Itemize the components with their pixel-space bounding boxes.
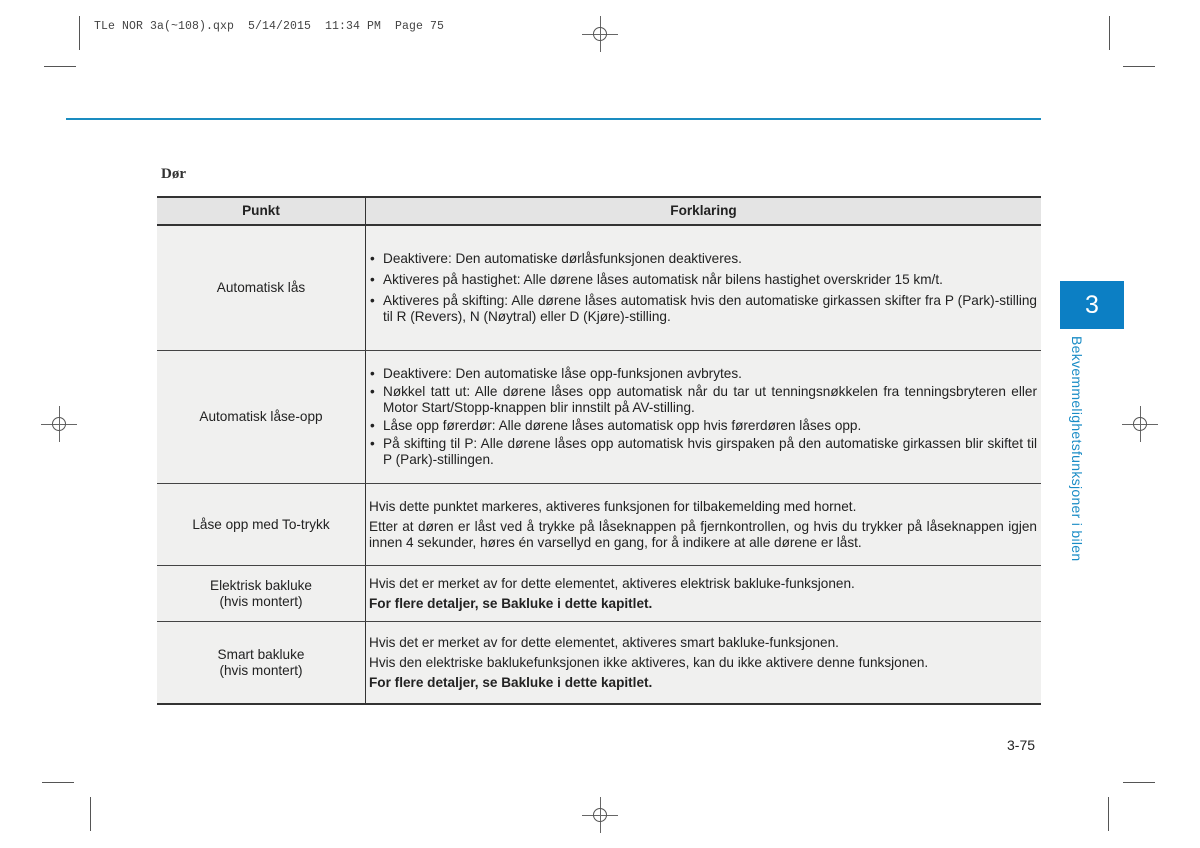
cross-reference-note: For flere detaljer, se Bakluke i dette kapitlet. <box>369 595 653 611</box>
crop-mark <box>79 16 80 50</box>
bullet-item: • Nøkkel tatt ut: Alle dørene låses opp automatisk når du tar ut tenningsnøkkelen fra tenningsbryteren eller Motor Start/Stopp-knappen blir innstilt på AV-stilling. <box>369 384 1037 416</box>
row-explanation <box>366 484 1042 566</box>
bullet-item: • Deaktivere: Den automatiske låse opp-funksjonen avbrytes. <box>369 366 1037 382</box>
registration-mark-icon <box>41 406 77 442</box>
explanation-line: Hvis det er merket av for dette elementet, aktiveres elektrisk bakluke-funksjonen. <box>369 575 855 591</box>
crop-mark <box>1123 782 1155 783</box>
table-row <box>157 484 1041 566</box>
row-explanation <box>366 225 1042 351</box>
table-row <box>157 225 1041 351</box>
crop-mark <box>1108 797 1109 831</box>
crop-mark <box>42 782 74 783</box>
explanation-line: Hvis den elektriske baklukefunksjonen ikke aktiveres, kan du ikke aktivere denne funksjonen. <box>369 654 929 670</box>
door-settings-table <box>157 196 1041 705</box>
crop-mark <box>1123 66 1155 67</box>
row-explanation <box>366 622 1042 705</box>
chapter-title: Bekvemmelighetsfunksjoner i bilen <box>1069 336 1085 562</box>
crop-mark <box>44 66 76 67</box>
explanation-line: Hvis dette punktet markeres, aktiveres funksjonen for tilbakemelding med hornet. <box>369 498 857 514</box>
chapter-number-tab: 3 <box>1060 281 1124 329</box>
table-header-row <box>157 197 1041 225</box>
table-row <box>157 351 1041 484</box>
column-header-item: Punkt <box>157 197 366 225</box>
row-item-label: Automatisk lås <box>157 225 366 351</box>
explanation-line: Hvis det er merket av for dette elementet, aktiveres smart bakluke-funksjonen. <box>369 634 839 650</box>
bullet-item: • På skifting til P: Alle dørene låses opp automatisk hvis girspaken på den automatiske girkassen blir skiftet til P (Park)-stillingen. <box>369 436 1037 468</box>
cross-reference-note: For flere detaljer, se Bakluke i dette kapitlet. <box>369 674 653 690</box>
row-item-label <box>157 622 366 705</box>
row-item-label-line1: Elektrisk bakluke <box>210 577 312 593</box>
registration-mark-icon <box>1122 406 1158 442</box>
row-item-label: Låse opp med To-trykk <box>157 484 366 566</box>
row-item-label-line1: Smart bakluke <box>217 646 305 662</box>
crop-mark <box>90 797 91 831</box>
row-explanation <box>366 351 1042 484</box>
table-row <box>157 566 1041 622</box>
row-item-label: Automatisk låse-opp <box>157 351 366 484</box>
bullet-item: • Deaktivere: Den automatiske dørlåsfunksjonen deaktiveres. <box>369 251 1037 267</box>
row-item-label-line2: (hvis montert) <box>219 593 303 609</box>
column-header-explanation: Forklaring <box>366 197 1042 225</box>
bullet-item: • Låse opp førerdør: Alle dørene låses automatisk opp hvis førerdøren låses opp. <box>369 418 1037 434</box>
row-explanation <box>366 566 1042 622</box>
crop-mark <box>1109 16 1110 50</box>
explanation-line: Etter at døren er låst ved å trykke på låseknappen på fjernkontrollen, og hvis du trykker på låseknappen igjen innen 4 sekunder, høres én varsellyd en gang, for å indikere at alle dørene er låst. <box>369 518 1037 550</box>
page-number: 3-75 <box>1007 737 1036 753</box>
table-row <box>157 622 1041 705</box>
row-item-label <box>157 566 366 622</box>
registration-mark-icon <box>582 16 618 52</box>
header-rule <box>66 118 1041 120</box>
section-title: Dør <box>161 166 186 182</box>
print-slug: TLe NOR 3a(~108).qxp 5/14/2015 11:34 PM Page 75 <box>94 20 445 33</box>
bullet-item: • Aktiveres på hastighet: Alle dørene låses automatisk når bilens hastighet overskrider 15 km/t. <box>369 272 1037 288</box>
registration-mark-icon <box>582 797 618 833</box>
row-item-label-line2: (hvis montert) <box>219 662 303 678</box>
bullet-item: • Aktiveres på skifting: Alle dørene låses automatisk hvis den automatiske girkassen skifter fra P (Park)-stilling til R (Revers), N (Nøytral) eller D (Kjøre)-stilling. <box>369 293 1037 325</box>
